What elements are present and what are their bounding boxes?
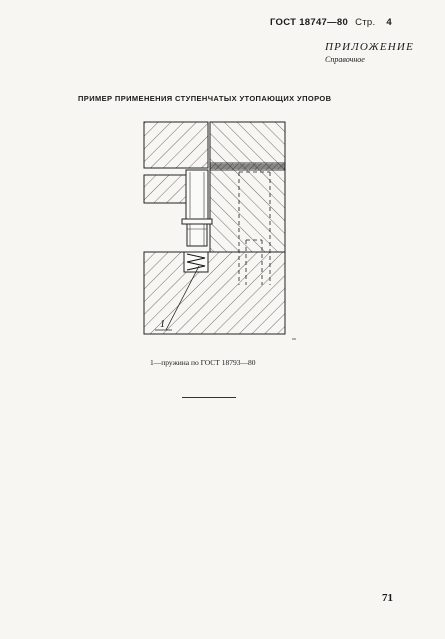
footer-page-number: 71 <box>382 592 393 604</box>
top-left-block <box>144 122 208 168</box>
separator-rule <box>182 397 236 398</box>
spring <box>184 252 208 272</box>
base-block <box>144 252 285 334</box>
page-label: Стр. <box>355 17 376 28</box>
appendix-title: ПРИЛОЖЕНИЕ <box>325 41 414 53</box>
right-plate <box>210 122 285 252</box>
appendix-subtitle: Справочное <box>325 55 365 64</box>
stepped-stop <box>182 170 212 246</box>
standard-code: ГОСТ 18747—80 <box>270 17 349 28</box>
callout-number: 1 <box>160 319 165 330</box>
figure-caption: 1—пружина по ГОСТ 18793—80 <box>150 358 256 367</box>
middle-left-block <box>144 175 186 203</box>
page-number: 4 <box>386 17 392 28</box>
figure-title: ПРИМЕР ПРИМЕНЕНИЯ СТУПЕНЧАТЫХ УТОПАЮЩИХ УПОРОВ <box>78 94 332 103</box>
